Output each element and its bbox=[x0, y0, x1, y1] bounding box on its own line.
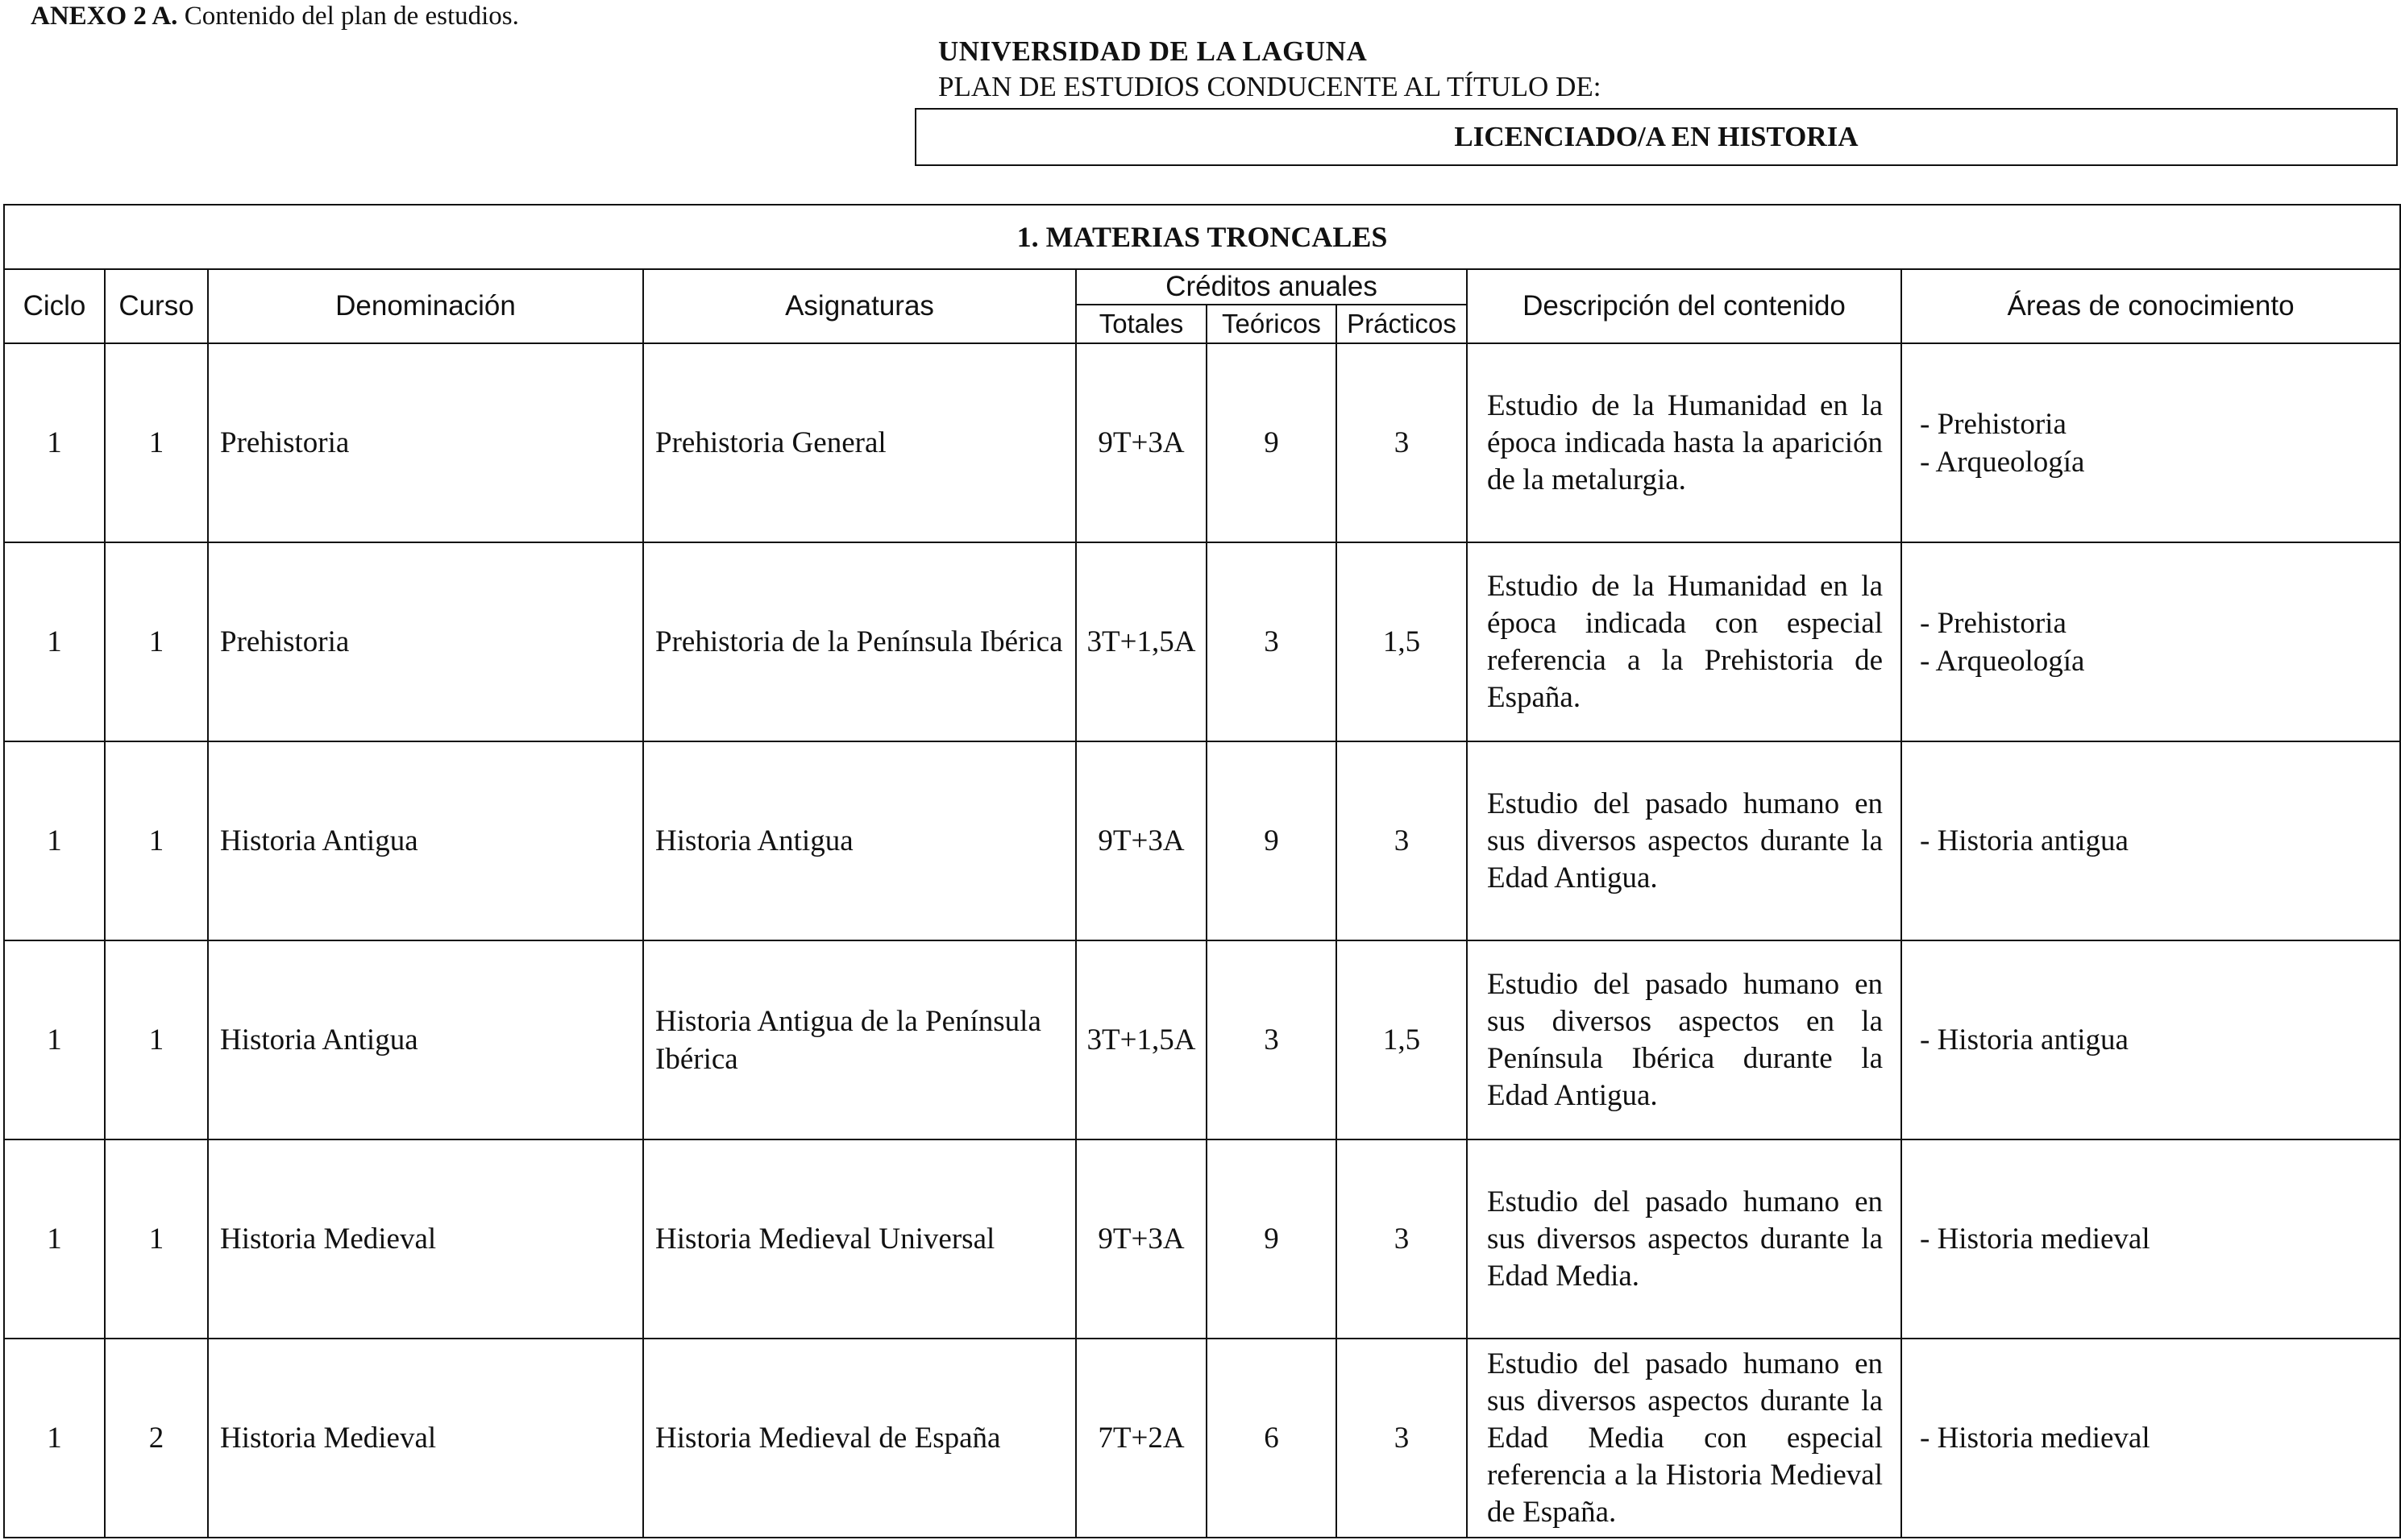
cell-curso: 2 bbox=[105, 1339, 208, 1538]
cell-denominacion: Historia Antigua bbox=[208, 940, 643, 1139]
annex-label: ANEXO 2 A. bbox=[31, 2, 178, 31]
cell-practicos: 3 bbox=[1336, 1339, 1467, 1538]
col-header-teoricos: Teóricos bbox=[1207, 305, 1336, 343]
area-item: - Prehistoria bbox=[1920, 407, 2067, 441]
cell-curso: 1 bbox=[105, 343, 208, 542]
cell-denominacion: Prehistoria bbox=[208, 542, 643, 741]
col-header-descripcion: Descripción del contenido bbox=[1467, 269, 1901, 343]
cell-curso: 1 bbox=[105, 940, 208, 1139]
cell-asignatura: Prehistoria General bbox=[643, 343, 1076, 542]
degree-title-box bbox=[915, 108, 2398, 166]
cell-totales: 9T+3A bbox=[1076, 343, 1207, 542]
cell-totales: 7T+2A bbox=[1076, 1339, 1207, 1538]
col-header-totales: Totales bbox=[1076, 305, 1207, 343]
cell-areas bbox=[1901, 940, 2400, 1139]
table-row bbox=[4, 741, 2400, 940]
cell-denominacion: Historia Antigua bbox=[208, 741, 643, 940]
cell-asignatura: Historia Antigua bbox=[643, 741, 1076, 940]
degree-title: LICENCIADO/A EN HISTORIA bbox=[1454, 121, 1859, 152]
university-name: UNIVERSIDAD DE LA LAGUNA bbox=[938, 35, 1368, 67]
curriculum-table bbox=[3, 204, 2401, 1538]
col-header-creditos: Créditos anuales bbox=[1076, 269, 1467, 305]
cell-asignatura: Historia Medieval de España bbox=[643, 1339, 1076, 1538]
cell-asignatura: Prehistoria de la Península Ibérica bbox=[643, 542, 1076, 741]
col-header-practicos: Prácticos bbox=[1336, 305, 1467, 343]
cell-denominacion: Prehistoria bbox=[208, 343, 643, 542]
cell-descripcion: Estudio del pasado humano en sus diversos aspectos en la Península Ibérica durante la Edad Antigua. bbox=[1467, 940, 1901, 1139]
cell-areas bbox=[1901, 542, 2400, 741]
cell-ciclo: 1 bbox=[4, 741, 105, 940]
cell-areas bbox=[1901, 343, 2400, 542]
cell-areas bbox=[1901, 741, 2400, 940]
cell-curso: 1 bbox=[105, 542, 208, 741]
cell-curso: 1 bbox=[105, 741, 208, 940]
col-header-denominacion: Denominación bbox=[208, 269, 643, 343]
cell-descripcion: Estudio de la Humanidad en la época indicada con especial referencia a la Prehistoria de España. bbox=[1467, 542, 1901, 741]
cell-areas bbox=[1901, 1139, 2400, 1339]
cell-asignatura: Historia Antigua de la Península Ibérica bbox=[643, 940, 1076, 1139]
annex-heading bbox=[31, 0, 519, 32]
area-item: - Arqueología bbox=[1920, 445, 2085, 479]
cell-totales: 3T+1,5A bbox=[1076, 940, 1207, 1139]
cell-descripcion: Estudio del pasado humano en sus diversos aspectos durante la Edad Media. bbox=[1467, 1139, 1901, 1339]
cell-totales: 9T+3A bbox=[1076, 1139, 1207, 1339]
cell-ciclo: 1 bbox=[4, 940, 105, 1139]
table-row bbox=[4, 542, 2400, 741]
table-row bbox=[4, 343, 2400, 542]
cell-denominacion: Historia Medieval bbox=[208, 1339, 643, 1538]
area-item: - Prehistoria bbox=[1920, 606, 2067, 640]
cell-ciclo: 1 bbox=[4, 343, 105, 542]
area-item: - Historia medieval bbox=[1920, 1222, 2150, 1256]
area-item: - Historia medieval bbox=[1920, 1422, 2150, 1455]
cell-ciclo: 1 bbox=[4, 1339, 105, 1538]
cell-teoricos: 9 bbox=[1207, 1139, 1336, 1339]
cell-ciclo: 1 bbox=[4, 1139, 105, 1339]
table-row bbox=[4, 1339, 2400, 1538]
cell-practicos: 1,5 bbox=[1336, 542, 1467, 741]
plan-line: PLAN DE ESTUDIOS CONDUCENTE AL TÍTULO DE: bbox=[938, 71, 1601, 102]
cell-curso: 1 bbox=[105, 1139, 208, 1339]
cell-teoricos: 9 bbox=[1207, 343, 1336, 542]
annex-text: Contenido del plan de estudios. bbox=[184, 2, 519, 31]
cell-teoricos: 3 bbox=[1207, 940, 1336, 1139]
cell-teoricos: 6 bbox=[1207, 1339, 1336, 1538]
col-header-areas: Áreas de conocimiento bbox=[1901, 269, 2400, 343]
area-item: - Arqueología bbox=[1920, 644, 2085, 678]
cell-descripcion: Estudio del pasado humano en sus diversos aspectos durante la Edad Antigua. bbox=[1467, 741, 1901, 940]
cell-totales: 9T+3A bbox=[1076, 741, 1207, 940]
area-item: - Historia antigua bbox=[1920, 824, 2129, 857]
cell-teoricos: 9 bbox=[1207, 741, 1336, 940]
cell-ciclo: 1 bbox=[4, 542, 105, 741]
area-item: - Historia antigua bbox=[1920, 1023, 2129, 1056]
cell-areas bbox=[1901, 1339, 2400, 1538]
cell-denominacion: Historia Medieval bbox=[208, 1139, 643, 1339]
cell-totales: 3T+1,5A bbox=[1076, 542, 1207, 741]
table-row bbox=[4, 940, 2400, 1139]
section-title: 1. MATERIAS TRONCALES bbox=[4, 205, 2400, 269]
cell-practicos: 3 bbox=[1336, 741, 1467, 940]
cell-practicos: 3 bbox=[1336, 1139, 1467, 1339]
col-header-asignaturas: Asignaturas bbox=[643, 269, 1076, 343]
cell-descripcion: Estudio de la Humanidad en la época indicada hasta la aparición de la metalurgia. bbox=[1467, 343, 1901, 542]
col-header-curso: Curso bbox=[105, 269, 208, 343]
cell-teoricos: 3 bbox=[1207, 542, 1336, 741]
cell-asignatura: Historia Medieval Universal bbox=[643, 1139, 1076, 1339]
table-row bbox=[4, 1139, 2400, 1339]
col-header-ciclo: Ciclo bbox=[4, 269, 105, 343]
cell-descripcion: Estudio del pasado humano en sus diversos aspectos durante la Edad Media con especial referencia a la Historia Medieval de España. bbox=[1467, 1339, 1901, 1538]
cell-practicos: 3 bbox=[1336, 343, 1467, 542]
cell-practicos: 1,5 bbox=[1336, 940, 1467, 1139]
